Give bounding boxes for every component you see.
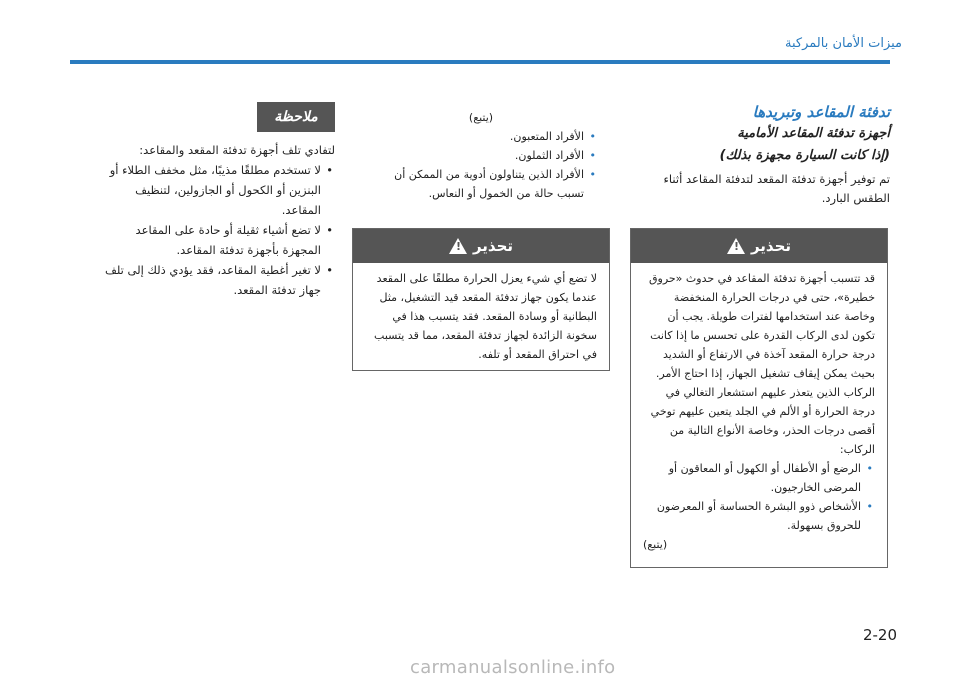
note-intro: لتفادي تلف أجهزة تدفئة المقعد والمقاعد: — [139, 143, 335, 157]
warning-triangle-icon — [727, 238, 745, 254]
warning-box-insulation — [352, 228, 610, 371]
note-header — [257, 102, 335, 132]
warning-list — [643, 459, 875, 535]
warning-body — [353, 263, 609, 370]
continued-label-top: (يتبع) — [468, 111, 494, 124]
warning-paragraph: قد تتسبب أجهزة تدفئة المقاعد في حدوث «حروق خطيرة»، حتى في درجات الحرارة المنخفضة وخاصة عند استخدامها لفترات طويلة. يجب أن تكون لدى الركاب القدرة على تحسس ما إذا كانت درجة حرارة المقعد آخذة في الارتفاع أو الشديد بحيث يمكن إيقاف تشغيل الجهاز، إذا احتاج الأمر. الركاب الذين يتعذر عليهم استشعار التغالي في درجة الحرارة أو الألم في الجلد يتعين عليهم توخي أقصى درجات الحذر، وخاصة الأنواع التالية من الركاب: — [648, 272, 875, 456]
list-item: • لا تغير أغطية المقاعد، فقد يؤدي ذلك إلى تلف جهاز تدفئة المقعد. — [95, 260, 321, 300]
warning-title: تحذير — [472, 237, 514, 255]
warning-box-burns — [630, 228, 888, 568]
intro-paragraph: تم توفير أجهزة تدفئة المقعد لتدفئة المقاعد أثناء الطقس البارد. — [663, 172, 890, 205]
list-item: • الرضع أو الأطفال أو الكهول أو المعاقون أو المرضى الخارجيون. — [643, 459, 861, 497]
warning-triangle-icon — [449, 238, 467, 254]
note-title: ملاحظة — [274, 109, 318, 125]
header-rule — [70, 60, 890, 64]
continued-list — [364, 127, 598, 203]
list-item: • الأفراد الثملون. — [364, 146, 584, 165]
subtitle-front-seat-heaters: أجهزة تدفئة المقاعد الأمامية — [737, 126, 890, 141]
warning-body — [631, 263, 887, 560]
warning-paragraph: لا تضع أي شيء يعزل الحرارة مطلقًا على المقعد عندما يكون جهاز تدفئة المقعد قيد التشغيل، مثل البطانية أو وسادة المقعد. فقد يتسبب هذا في سخونة الزائدة لجهاز تدفئة المقعد، مما قد يتسبب في احتراق المقعد أو تلفه. — [374, 272, 597, 361]
list-item: • الأفراد الذين يتناولون أدوية من الممكن أن تسبب حالة من الخمول أو النعاس. — [364, 165, 584, 203]
note-block — [95, 102, 335, 300]
page-number: 2-20 — [862, 626, 897, 644]
watermark: carmanualsonline.info — [410, 657, 616, 678]
warning-header — [631, 229, 887, 263]
continued-label: (يتبع) — [643, 538, 668, 551]
list-item: • الأفراد المتعبون. — [364, 127, 584, 146]
note-list — [95, 160, 335, 300]
continued-list-block — [352, 102, 610, 209]
warning-header — [353, 229, 609, 263]
section-title: تدفئة المقاعد وتبريدها — [752, 103, 890, 121]
header-title: ميزات الأمان بالمركبة — [785, 36, 902, 51]
note-body — [95, 140, 335, 300]
list-item: • الأشخاص ذوو البشرة الحساسة أو المعرضون للحروق بسهولة. — [643, 497, 861, 535]
warning-title: تحذير — [750, 237, 792, 255]
list-item: • لا تستخدم مطلقًا مذيبًا، مثل مخفف الطلاء أو البنزين أو الكحول أو الجازولين، لتنظيف المقاعد. — [95, 160, 321, 220]
subtitle-if-equipped: (إذا كانت السيارة مجهزة بذلك) — [719, 148, 890, 163]
list-item: • لا تضع أشياء ثقيلة أو حادة على المقاعد المجهزة بأجهزة تدفئة المقاعد. — [95, 220, 321, 260]
